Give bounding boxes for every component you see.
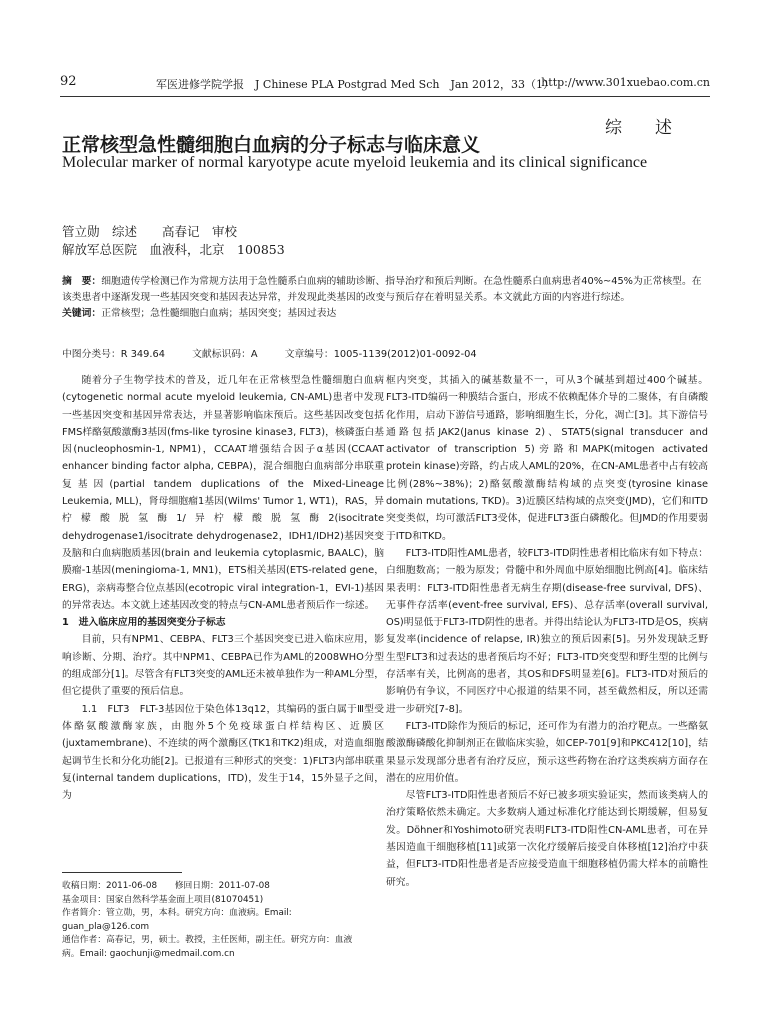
journal-citation: 军医进修学院学报 J Chinese PLA Postgrad Med Sch Jan 2012，33（1） (156, 78, 554, 91)
fund-info: 基金项目：国家自然科学基金面上项目(81070451) (62, 894, 264, 905)
body-column-right (386, 372, 708, 970)
article-number: 文章编号：1005-1139(2012)01-0092-04 (284, 349, 477, 360)
body-paragraph: FLT3-ITD阳性AML患者，较FLT3-ITD阴性患者相比临床有如下特点：白细胞数高；一般为原发；骨髓中和外周血中原始细胞比例高[4]。临床结果表明：FLT3-ITD阳性患者无病生存期(disease-free survival, DFS)、无事件存活率(event-free survival, EFS)、总存活率(overall survival, OS)明显低于FLT3-ITD阴性的患者。并得出结论认为FLT3-ITD是OS，疾病复发率(incidence of relapse, IR)独立的预后因素[5]。另外发现缺乏野生型FLT3和过表达的患者预后均不好；FLT3-ITD突变型和野生型的比例与存活率有关，比例高的患者，其OS和DFS明显差[6]。FLT3-ITD对预后的影响仍有争议，不同医疗中心报道的结果不同，甚至截然相反，所以还需进一步研究[7-8]。 (386, 547, 708, 715)
section-heading: 1 进入临床应用的基因突变分子标志 (62, 617, 226, 629)
document-code: 文献标识码：A (192, 349, 258, 360)
keywords: 正常核型；急性髓细胞白血病；基因突变；基因过表达 (101, 308, 337, 319)
header-rule (60, 96, 710, 97)
footnote (62, 880, 362, 962)
author-intro: 作者简介：管立勋，男，本科。研究方向：血液病。Email: guan_pla@126.com (62, 908, 292, 932)
article-category: 综 述 (605, 118, 680, 138)
body-paragraph: 框内突变，其插入的碱基数量不一，可从3个碱基到超过400个碱基。FLT3-ITD编码一种膜结合蛋白，形成不依赖配体介导的二聚体，有自磷酸化作用，启动下游信号通路，影响细胞生长，分化，凋亡[3]。其下游信号通路包括JAK2(Janus kinase 2)、STAT5(signal transducer and activator of transcription 5)旁路和MAPK(mitogen activated protein kinase)旁路，约占成人AML的20%，在CN-AML患者中占有较高比例(28%~38%)；2)酪氨酸激酶结构域的点突变(tyrosine kinase domain mutations, TKD)。3)近膜区结构域的点突变(JMD)，它们和ITD突变类似，均可激活FLT3受体，促进FLT3蛋白磷酸化。但JMD的作用要弱于ITD和TKD。 (386, 375, 708, 542)
running-header (60, 74, 710, 94)
abstract-label: 摘 要： (62, 276, 102, 287)
keywords-label: 关键词： (62, 308, 102, 319)
journal-url-link[interactable]: http://www.301xuebao.com.cn (541, 76, 710, 89)
received-dates: 收稿日期：2011-06-08 修回日期：2011-07-08 (62, 881, 270, 891)
page-number: 92 (60, 74, 77, 89)
affiliation: 解放军总医院 血液科，北京 100853 (62, 242, 285, 257)
corresponding-author: 通信作者：高春记，男，硕士。教授，主任医师，副主任。研究方向：血液病。Email: gaochunji@medmail.com.cn (62, 935, 353, 959)
body-paragraph: 尽管FLT3-ITD阳性患者预后不好已被多项实验证实，然而该类病人的治疗策略依然未确定。大多数病人通过标准化疗能达到长期缓解，但易复发。Döhner和Yoshimoto研究表明FLT3-ITD阳性CN-AML患者，可在异基因造血干细胞移植[11]或第一次化疗缓解后接受自体移植[12]治疗中获益，但FLT3-ITD阳性患者是否应接受造血干细胞移植仍需大样本的前瞻性研究。 (386, 790, 708, 888)
clc-number: 中图分类号：R 349.64 (62, 349, 165, 360)
body-paragraph: 1.1 FLT3 FLT-3基因位于染色体13q12，其编码的蛋白属于Ⅲ型受体酪氨酸激酶家族，由胞外5个免疫球蛋白样结构区、近膜区(juxtamembrane)、不连续的两个激酶区(TK1和TK2)组成，对造血细胞起调节生长和分化功能[2]。已报道有三种形式的突变：1)FLT3内部串联重复(internal tandem duplications，ITD)，发生于14，15外显子之间，为 (62, 703, 384, 802)
body-paragraph: 随着分子生物学技术的普及，近几年在正常核型急性髓细胞白血病(cytogenetic normal acute myeloid leukemia, CN-AML)患者中发现一些基因突变和基因异常表达，并显著影响临床预后。这些基因改变包括FMS样酪氨酸激酶3基因(fms-like tyrosine kinase3, FLT3)，核磷蛋白基因(nucleophosmin-1, NPM1)，CCAAT增强结合因子α基因(CCAAT enhancer binding factor alpha, CEBPA)，混合细胞白血病部分串联重复基因(partial tandem duplications of the Mixed-Lineage Leukemia, MLL)，肾母细胞瘤1基因(Wilms' Tumor 1, WT1)，RAS，异柠檬酸脱氢酶1/异柠檬酸脱氢酶2(isocitrate dehydrogenase1/isocitrate dehydrogenase2，IDH1/IDH2)基因突变及脑和白血病胞质基因(brain and leukemia cytoplasmic, BAALC)，脑膜瘤-1基因(meningioma-1, MN1)，ETS相关基因(ETS-related gene，ERG)，亲病毒整合位点基因(ecotropic viral integration-1，EVI-1)基因的异常表达。本文就上述基因改变的特点与CN-AML患者预后作一综述。 (62, 375, 384, 611)
body-column-left (62, 372, 384, 870)
abstract-text: 细胞遗传学检测已作为常规方法用于急性髓系白血病的辅助诊断、指导治疗和预后判断。在急性髓系白血病患者40%~45%为正常核型。在该类患者中逐渐发现一些基因突变和基因表达异常，并发现此类基因的改变与预后存在着明显关系。本文就此方面的内容进行综述。 (62, 276, 702, 303)
title-chinese: 正常核型急性髓细胞白血病的分子标志与临床意义 (62, 134, 481, 156)
title-english: Molecular marker of normal karyotype acute myeloid leukemia and its clinical significance (62, 154, 648, 171)
body-paragraph: FLT3-ITD除作为预后的标记，还可作为有潜力的治疗靶点。一些酪氨酸激酶磷酸化抑制剂正在做临床实验，如CEP-701[9]和PKC412[10]，结果显示发现部分患者有治疗反应，预示这些药物在治疗这类疾病方面存在潜在的应用价值。 (386, 720, 708, 784)
authors: 管立勋 综述 高春记 审校 (62, 224, 238, 239)
classification-meta (62, 346, 708, 360)
body-paragraph: 目前，只有NPM1、CEBPA、FLT3三个基因突变已进入临床应用，影响诊断、分期、治疗。其中NPM1、CEBPA已作为AML的2008WHO分型的组成部分[1]。尽管含有FLT3突变的AML还未被单独作为一种AML分型，但它提供了重要的预后信息。 (62, 634, 384, 698)
abstract (62, 274, 708, 322)
footnote-rule (62, 872, 182, 873)
